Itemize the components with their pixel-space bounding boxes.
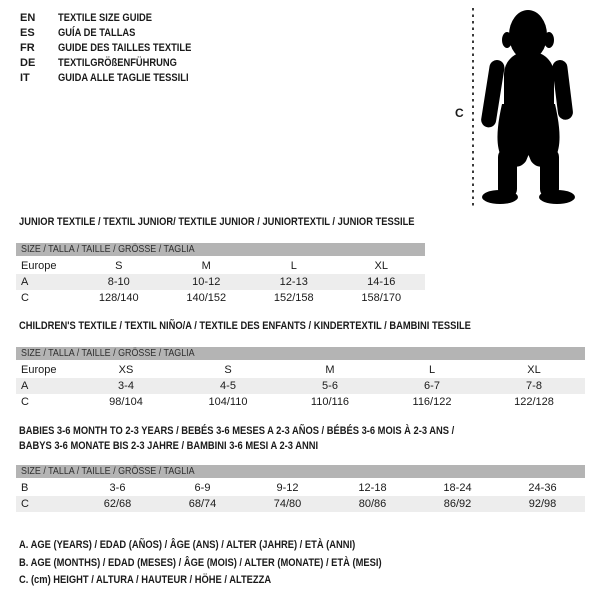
table-cell: 92/98 (528, 498, 557, 510)
table-cell: 12-13 (279, 276, 308, 288)
row-label: C (21, 498, 29, 510)
legend (19, 537, 446, 590)
table-cell: S (115, 260, 123, 272)
table-body (16, 362, 585, 410)
height-marker-dotted-line (472, 8, 474, 206)
row-label: A (21, 380, 29, 392)
language-title: TEXTILE SIZE GUIDE (58, 12, 153, 24)
table-row (16, 362, 585, 378)
babies-table-title (19, 424, 531, 454)
table-row (16, 480, 585, 496)
table-row (16, 496, 585, 512)
baby-foot-left (482, 190, 518, 204)
table-title-line: BABYS 3-6 MONATE BIS 2-3 JAHRE / BAMBINI 3-6 MESI A 2-3 ANNI (19, 440, 319, 452)
table-cell: 110/116 (310, 396, 350, 408)
language-code: ES (20, 27, 35, 39)
table-cell: XL (527, 364, 541, 376)
table-cell: 3-6 (109, 482, 126, 494)
table-cell: 6-9 (194, 482, 211, 494)
table-cell: 14-16 (367, 276, 396, 288)
baby-foot-right (539, 190, 575, 204)
row-label: B (21, 482, 29, 494)
size-header-label: SIZE / TALLA / TAILLE / GRÖSSE / TAGLIA (21, 347, 195, 359)
language-row (20, 26, 215, 41)
legend-line: C. (cm) HEIGHT / ALTURA / HAUTEUR / HÖHE / ALTEZZA (19, 574, 272, 586)
table-cell: M (325, 364, 335, 376)
table-row (16, 378, 585, 394)
language-title: GUÍA DE TALLAS (58, 27, 136, 39)
row-label: Europe (21, 260, 57, 272)
language-row (20, 56, 215, 71)
size-table-junior (16, 243, 425, 306)
table-cell: 8-10 (107, 276, 130, 288)
table-row (16, 258, 425, 274)
table-cell: 7-8 (526, 380, 542, 392)
legend-line: A. AGE (YEARS) / EDAD (AÑOS) / ÂGE (ANS) / ALTER (JAHRE) / ETÀ (ANNI) (19, 539, 356, 551)
table-row (16, 290, 425, 306)
size-table-babies (16, 465, 585, 512)
size-header-bar (16, 465, 585, 478)
baby-ear-left (502, 32, 512, 48)
table-cell: L (290, 260, 297, 272)
table-body (16, 480, 585, 512)
size-header-label: SIZE / TALLA / TAILLE / GRÖSSE / TAGLIA (21, 465, 195, 477)
size-header-bar (16, 243, 425, 256)
table-cell: 122/128 (514, 396, 554, 408)
table-body (16, 258, 425, 306)
table-cell: 116/122 (412, 396, 452, 408)
row-label: C (21, 396, 29, 408)
table-cell: M (201, 260, 211, 272)
language-code: IT (20, 72, 30, 84)
table-cell: S (224, 364, 232, 376)
table-title-line: JUNIOR TEXTILE / TEXTIL JUNIOR/ TEXTILE JUNIOR / JUNIORTEXTIL / JUNIOR TESSILE (19, 216, 415, 228)
language-title: GUIDA ALLE TAGLIE TESSILI (58, 72, 189, 84)
table-cell: 98/104 (109, 396, 143, 408)
language-title: GUIDE DES TAILLES TEXTILE (58, 42, 192, 54)
language-code: FR (20, 42, 35, 54)
table-cell: L (428, 364, 436, 376)
table-row (16, 394, 585, 410)
size-header-label: SIZE / TALLA / TAILLE / GRÖSSE / TAGLIA (21, 243, 195, 255)
table-cell: 12-18 (358, 482, 387, 494)
children-table-title (19, 319, 551, 334)
toddler-silhouette (480, 8, 577, 205)
language-list (20, 11, 215, 86)
language-row (20, 71, 215, 86)
table-title-line: BABIES 3-6 MONTH TO 2-3 YEARS / BEBÉS 3-6 MESES A 2-3 AÑOS / BÉBÉS 3-6 MOIS À 2-3 ANS / (19, 425, 455, 437)
table-cell: 62/68 (103, 498, 132, 510)
table-cell: 152/158 (273, 292, 314, 304)
row-label: Europe (21, 364, 57, 376)
junior-table-title (19, 215, 484, 230)
legend-line: B. AGE (MONTHS) / EDAD (MESES) / ÂGE (MOIS) / ALTER (MONATE) / ETÀ (MESI) (19, 556, 382, 569)
table-cell: 86/92 (443, 498, 472, 510)
table-cell: 10-12 (192, 276, 221, 288)
table-cell: 5-6 (322, 380, 338, 392)
table-cell: 24-36 (528, 482, 557, 494)
size-table-children (16, 347, 585, 410)
table-cell: 158/170 (361, 292, 402, 304)
table-cell: 68/74 (188, 498, 217, 510)
language-code: EN (20, 12, 36, 24)
table-cell: XS (118, 364, 134, 376)
table-cell: 18-24 (443, 482, 472, 494)
table-cell: 6-7 (424, 380, 440, 392)
language-code: DE (20, 57, 36, 69)
table-cell: 128/140 (98, 292, 139, 304)
table-cell: 80/86 (358, 498, 387, 510)
table-title-line: CHILDREN'S TEXTILE / TEXTIL NIÑO/A / TEXTILE DES ENFANTS / KINDERTEXTIL / BAMBINI TESSILE (19, 320, 471, 332)
height-marker-label: C (455, 106, 464, 120)
size-header-bar (16, 347, 585, 360)
row-label: C (21, 292, 29, 304)
language-row (20, 11, 215, 26)
table-cell: 4-5 (220, 380, 236, 392)
row-label: A (21, 276, 29, 288)
language-title: TEXTILGRÖßENFÜHRUNG (58, 57, 177, 69)
table-cell: 9-12 (276, 482, 299, 494)
table-row (16, 274, 425, 290)
table-cell: XL (374, 260, 388, 272)
table-cell: 3-4 (118, 380, 134, 392)
table-cell: 74/80 (273, 498, 302, 510)
baby-ear-right (544, 32, 554, 48)
table-cell: 140/152 (186, 292, 227, 304)
table-cell: 104/110 (208, 396, 248, 408)
language-row (20, 41, 215, 56)
